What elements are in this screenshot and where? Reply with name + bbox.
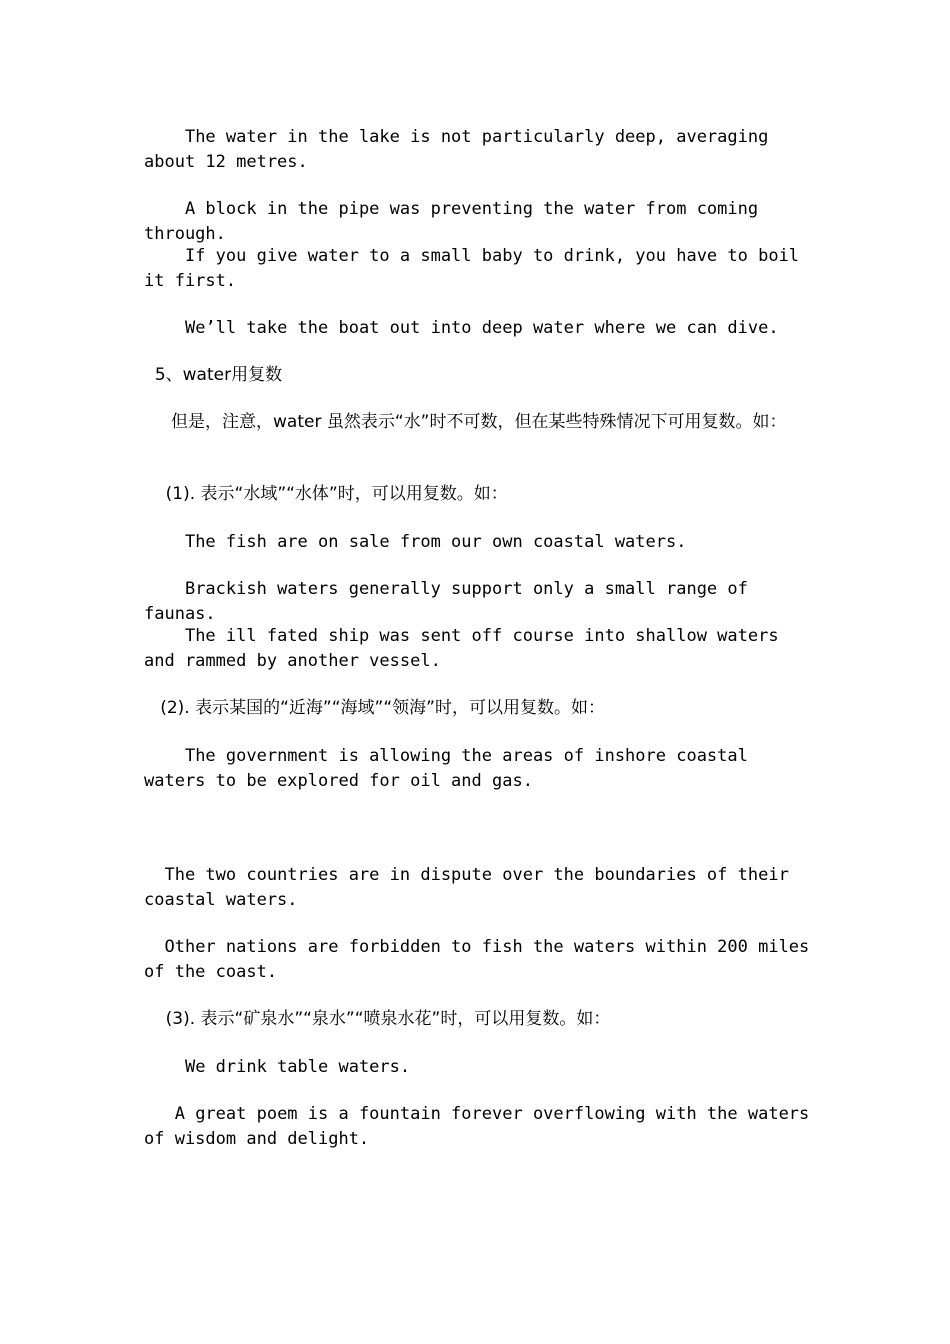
paragraph-fish-example: The fish are on sale from our own coastal waters. — [144, 532, 687, 552]
paragraph-boat-example: We’ll take the boat out into deep water where we can dive. — [144, 318, 779, 338]
paragraph-poem-example: A great poem is a fountain forever overflowing with the waters of wisdom and delight. — [144, 1104, 820, 1149]
paragraph-ship-example: The ill fated ship was sent off course into shallow waters and rammed by another vessel. — [144, 626, 789, 671]
paragraph-fishing-example: Other nations are forbidden to fish the waters within 200 miles of the coast. — [144, 937, 820, 982]
paragraph-table-waters-example: We drink table waters. — [144, 1057, 411, 1077]
subheading-coastal-waters: (2). 表示某国的“近海”“海域”“领海”时，可以用复数。如： — [144, 698, 605, 718]
paragraph-brackish-example: Brackish waters generally support only a small range of faunas. — [144, 579, 759, 624]
paragraph-pipe-example: A block in the pipe was preventing the water from coming through. — [144, 199, 769, 244]
paragraph-government-example: The government is allowing the areas of inshore coastal waters to be explored for oil and gas. — [144, 746, 759, 791]
subheading-waters-area: (1). 表示“水域”“水体”时，可以用复数。如： — [144, 484, 508, 504]
paragraph-lake-example: The water in the lake is not particularly deep, averaging about 12 metres. — [144, 127, 779, 172]
subheading-mineral-waters: (3). 表示“矿泉水”“泉水”“喷泉水花”时，可以用复数。如： — [144, 1009, 611, 1029]
paragraph-plural-note: 但是，注意，water 虽然表示“水”时不可数，但在某些特殊情况下可用复数。如： — [144, 412, 787, 432]
paragraph-dispute-example: The two countries are in dispute over the boundaries of their coastal waters. — [144, 865, 800, 910]
section-heading-plural-water: 5、water用复数 — [144, 365, 283, 385]
paragraph-baby-example: If you give water to a small baby to drink, you have to boil it first. — [144, 246, 810, 291]
